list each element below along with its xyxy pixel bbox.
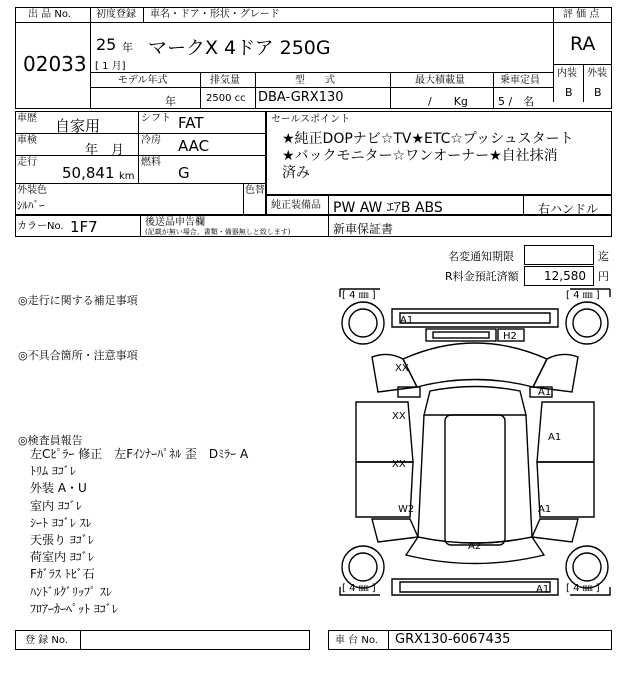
mark-left-fender: XX xyxy=(395,363,409,374)
exterior-score-label: 外装 xyxy=(587,68,607,79)
equipment-value: PW AW ｴｱB ABS xyxy=(333,200,443,216)
shift-label: シフト xyxy=(141,113,171,124)
tax-notice-box xyxy=(524,245,594,265)
fuel-value: G xyxy=(178,164,190,182)
recycle-label: R料金預託済額 xyxy=(445,270,519,283)
inspector-note-line: ﾄﾘﾑ ﾖｺﾞﾚ xyxy=(30,464,76,479)
load-value: / Kg xyxy=(428,95,468,108)
model-year-unit: 年 xyxy=(165,95,176,108)
capacity-value: 5 / 名 xyxy=(498,95,535,108)
load-label: 最大積載量 xyxy=(415,75,465,86)
tire-depth-br: [ 4 ㎜ ] xyxy=(566,583,600,594)
inspection-label: 車検 xyxy=(17,135,37,146)
exterior-color-value: ｼﾙﾊﾞｰ xyxy=(17,199,45,212)
type-value: DBA-GRX130 xyxy=(258,90,344,105)
color-docs-row xyxy=(15,215,612,237)
mark-right-front-door: A1 xyxy=(548,432,562,443)
history-label: 車歴 xyxy=(17,113,37,124)
chassis-no-label: 車 台 No. xyxy=(335,635,378,646)
exterior-color-label: 外装色 xyxy=(17,185,47,196)
color-no-label: カラーNo. xyxy=(17,221,64,232)
score-label: 評 価 点 xyxy=(563,9,600,20)
first-reg-year-unit: 年 xyxy=(122,41,133,54)
lot-number: 02033 xyxy=(23,52,87,76)
fuel-label: 燃料 xyxy=(141,157,161,168)
exterior-score: B xyxy=(594,86,602,99)
inspector-note-line: 外装 A・U xyxy=(30,481,87,496)
chassis-no-value: GRX130-6067435 xyxy=(395,632,511,647)
tire-depth-bl: [ 4 ㎜ ] xyxy=(342,583,376,594)
warranty-value: 新車保証書 xyxy=(333,222,394,236)
shift-value: FAT xyxy=(178,114,204,132)
tax-notice-unit: 迄 xyxy=(598,250,609,263)
inspector-note-line: ﾌﾛｱｰｶｰﾍﾟｯﾄ ﾖｺﾞﾚ xyxy=(30,601,118,616)
car-name-label: 車名・ドア・形状・グレード xyxy=(150,9,280,20)
inspector-note-line: ｼｰﾄ ﾖｺﾞﾚ ｽﾚ xyxy=(30,515,92,530)
mark-rear-bumper: A1 xyxy=(536,584,550,595)
history-value: 自家用 xyxy=(55,117,101,135)
recycle-unit: 円 xyxy=(598,270,609,283)
recycle-value: 12,580 xyxy=(544,269,586,283)
displacement-value: 2500 cc xyxy=(206,93,246,104)
lot-label: 出 品 No. xyxy=(28,9,71,20)
color-no-value: 1F7 xyxy=(70,218,98,236)
tire-depth-tl: [ 4 ㎜ ] xyxy=(342,290,376,301)
mark-left-quarter: W2 xyxy=(398,504,415,515)
sales-point-label: セールスポイント xyxy=(271,114,351,125)
capacity-label: 乗車定員 xyxy=(500,75,540,86)
inspector-note-line: Fｶﾞﾗｽ ﾄﾋﾞ石 xyxy=(30,567,95,582)
first-reg-label: 初度登録 xyxy=(96,9,136,20)
reg-no-label: 登 録 No. xyxy=(25,635,68,646)
sales-point-line-3: 済み xyxy=(282,165,310,181)
inspector-label: ◎検査員報告 xyxy=(18,434,83,447)
steering-value: 右ハンドル xyxy=(538,202,599,216)
mileage-value: 50,841 xyxy=(62,164,115,182)
inspector-notes xyxy=(30,446,330,618)
inspector-note-line: ﾊﾝﾄﾞﾙｸﾞﾘｯﾌﾟ ｽﾚ xyxy=(30,584,112,599)
defects-label: ◎不具合箇所・注意事項 xyxy=(18,349,138,362)
driving-notes-label: ◎走行に関する補足事項 xyxy=(18,294,138,307)
mileage-label: 走行 xyxy=(17,157,37,168)
score-value: RA xyxy=(570,33,596,55)
mark-left-front-door: XX xyxy=(392,411,406,422)
inspector-note-line: 天張り ﾖｺﾞﾚ xyxy=(30,533,94,548)
mark-front-grille: H2 xyxy=(503,331,517,342)
equipment-label: 純正装備品 xyxy=(271,200,321,211)
ac-label: 冷房 xyxy=(141,135,161,146)
docs-label: 後送品申告欄 xyxy=(145,217,205,228)
color-change-label: 色替 xyxy=(245,185,265,196)
interior-score: B xyxy=(565,86,573,99)
tax-notice-label: 名変通知期限 xyxy=(448,250,514,263)
mileage-unit: km xyxy=(119,171,135,182)
ac-value: AAC xyxy=(178,137,210,155)
mark-front-bumper: A1 xyxy=(400,315,414,326)
displacement-label: 排気量 xyxy=(210,75,240,86)
inspection-value: 年 月 xyxy=(85,143,125,158)
tire-depth-tr: [ 4 ㎜ ] xyxy=(566,290,600,301)
sales-point-line-1: ★純正DOPナビ☆TV★ETC☆プッシュスタート xyxy=(282,131,574,147)
inspector-note-line: 室内 ﾖｺﾞﾚ xyxy=(30,498,82,513)
car-name: マークX 4ドア 250G xyxy=(148,37,331,59)
car-diagram xyxy=(338,287,612,626)
inspector-note-line: 左Cﾋﾟﾗｰ 修正 左Fｲﾝﾅｰﾊﾟﾈﾙ 歪 Dﾐﾗｰ A xyxy=(30,447,249,461)
mark-right-quarter: A1 xyxy=(538,504,552,515)
first-reg-month: [ 1 月] xyxy=(95,61,126,72)
mark-right-fender: A1 xyxy=(538,387,552,398)
first-reg-year: 25 xyxy=(96,35,117,54)
inspector-note-line: 荷室内 ﾖｺﾞﾚ xyxy=(30,550,94,565)
model-year-label: モデル年式 xyxy=(118,75,168,86)
mark-trunk: A2 xyxy=(468,541,482,552)
mark-left-rear-door: XX xyxy=(392,459,406,470)
docs-note: (記載が無い場合、書類・備器無しと致します) xyxy=(145,228,291,236)
sales-point-line-2: ★バックモニター☆ワンオーナー★自社抹消 xyxy=(282,148,558,164)
interior-score-label: 内装 xyxy=(557,68,577,79)
type-label: 型 式 xyxy=(295,75,335,86)
